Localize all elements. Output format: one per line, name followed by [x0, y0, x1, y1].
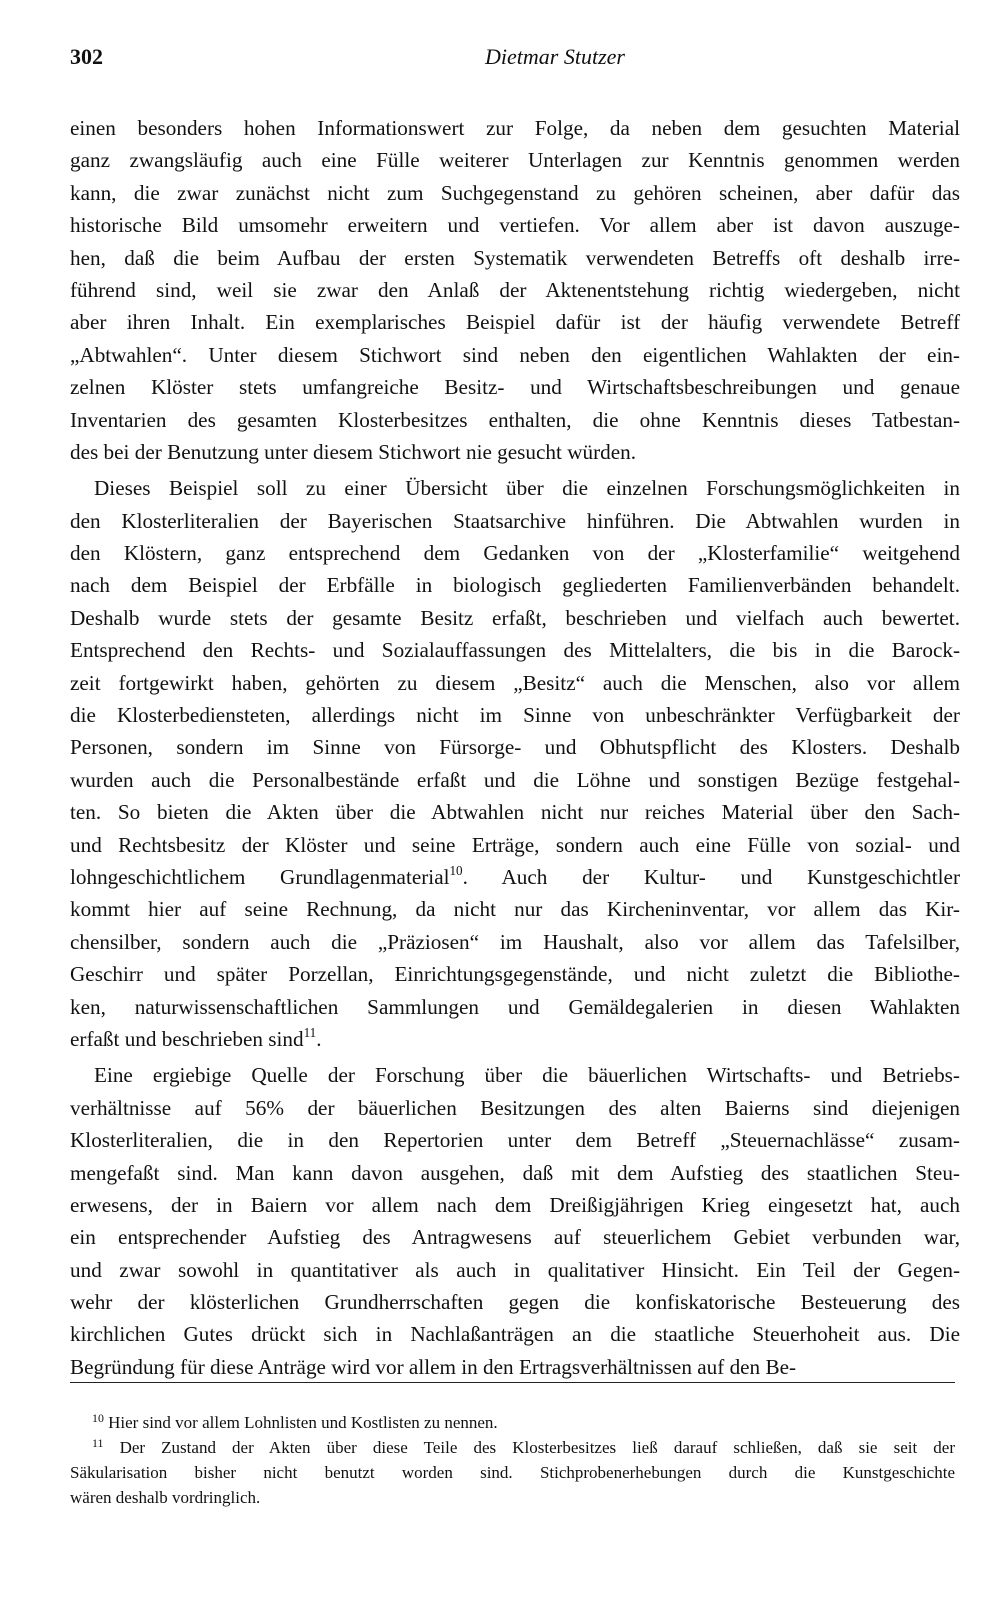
page-number: 302 [70, 44, 103, 69]
text-line: Personen, sondern im Sinne von Fürsorge- und Obhutspflicht des Klosters. Deshalb [70, 735, 960, 760]
paragraph [70, 112, 960, 468]
text-line: den Klosterliteralien der Bayerischen Staatsarchive hinführen. Die Abtwahlen wurden in [70, 508, 960, 533]
paragraph [70, 472, 960, 1055]
text-line: Dieses Beispiel soll zu einer Übersicht über die einzelnen Forschungsmöglichkeiten in [94, 476, 960, 501]
running-title: Dietmar Stutzer [485, 44, 625, 69]
text-line: führend sind, weil sie zwar den Anlaß der Aktenentstehung richtig wiedergeben, nicht [70, 277, 960, 302]
text-line: einen besonders hohen Informationswert zur Folge, da neben dem gesuchten Material [70, 116, 960, 140]
text-line: und Rechtsbesitz der Klöster und seine Erträge, sondern auch eine Fülle von sozial- und [70, 832, 960, 857]
footnote-rule [70, 1382, 955, 1383]
footnote-line [70, 1435, 955, 1460]
text-line: Eine ergiebige Quelle der Forschung über die bäuerlichen Wirtschafts- und Betriebs- [94, 1063, 960, 1088]
text-line: aber ihren Inhalt. Ein exemplarisches Beispiel dafür ist der häufig verwendete Betreff [70, 310, 960, 335]
text-line: erwesens, der in Baiern vor allem nach dem Dreißigjährigen Krieg eingesetzt hat, auch [70, 1192, 960, 1217]
text-line: und zwar sowohl in quantitativer als auch in qualitativer Hinsicht. Ein Teil der Gegen- [70, 1257, 960, 1282]
footnote-text: Der Zustand der Akten über diese Teile des Klosterbesitzes ließ darauf schließen, daß sie seit der [119, 1438, 956, 1457]
text-line: nach dem Beispiel der Erbfälle in biologisch gegliederten Familienverbänden behandelt. [70, 573, 960, 598]
text-line: ganz zwangsläufig auch eine Fülle weiterer Unterlagen zur Kenntnis genommen werden [70, 148, 960, 173]
paragraph [70, 1059, 960, 1383]
text-line: des bei der Benutzung unter diesem Stichwort nie gesucht würden. [70, 439, 637, 464]
footnote [70, 1435, 955, 1510]
footnote-text: wären deshalb vordringlich. [70, 1488, 261, 1507]
text-line: verhältnisse auf 56% der bäuerlichen Besitzungen des alten Baierns sind diejenigen [70, 1095, 960, 1120]
text-line: die Klosterbediensteten, allerdings nicht im Sinne von unbeschränkter Verfügbarkeit der [70, 703, 960, 728]
text-line: historische Bild umsomehr erweitern und vertiefen. Vor allem aber ist davon auszuge- [70, 213, 960, 238]
footnotes [70, 1410, 955, 1510]
footnote [70, 1410, 955, 1435]
text-line: wurden auch die Personalbestände erfaßt und die Löhne und sonstigen Bezüge festgehal- [70, 767, 960, 792]
footnote-mark: 10 [92, 1411, 104, 1426]
text-line: mengefaßt sind. Man kann davon ausgehen, daß mit dem Aufstieg des staatlichen Steu- [70, 1160, 960, 1185]
text-line: den Klöstern, ganz entsprechend dem Gedanken von der „Klosterfamilie“ weitgehend [70, 541, 960, 566]
footnote-mark: 11 [92, 1436, 104, 1451]
running-head [70, 44, 960, 74]
footnote-line [70, 1460, 955, 1485]
text-line: Inventarien des gesamten Klosterbesitzes enthalten, die ohne Kenntnis dieses Tatbestan- [70, 407, 960, 432]
text-line: ten. So bieten die Akten über die Abtwahlen nicht nur reiches Material über den Sach- [70, 800, 960, 825]
text-line: ein entsprechender Aufstieg des Antragwesens auf steuerlichem Gebiet verbunden war, [70, 1225, 960, 1250]
text-line: ken, naturwissenschaftlichen Sammlungen und Gemäldegalerien in diesen Wahlakten [70, 994, 960, 1019]
text-line: Entsprechend den Rechts- und Sozialauffassungen des Mittelalters, die bis in die Barock- [70, 638, 960, 663]
text-line: Geschirr und später Porzellan, Einrichtungsgegenstände, und nicht zuletzt die Bibliothe- [70, 962, 960, 987]
text-line: kirchlichen Gutes drückt sich in Nachlaßanträgen an die staatliche Steuerhoheit aus. Die [70, 1322, 960, 1347]
text-line: Deshalb wurde stets der gesamte Besitz erfaßt, beschrieben und vielfach auch bewertet. [70, 605, 960, 630]
text-line: kommt hier auf seine Rechnung, da nicht nur das Kircheninventar, vor allem das Kir- [70, 897, 960, 922]
text-line: zelnen Klöster stets umfangreiche Besitz- und Wirtschaftsbeschreibungen und genaue [70, 375, 960, 400]
text-line: „Abtwahlen“. Unter diesem Stichwort sind neben den eigentlichen Wahlakten der ein- [70, 342, 960, 367]
text-line: Begründung für diese Anträge wird vor allem in den Ertragsverhältnissen auf den Be- [70, 1354, 797, 1379]
text-line: wehr der klösterlichen Grundherrschaften gegen die konfiskatorische Besteuerung des [70, 1290, 960, 1315]
footnote-line [70, 1485, 955, 1510]
text-line: chensilber, sondern auch die „Präziosen“ im Haushalt, also vor allem das Tafelsilber, [70, 929, 960, 954]
text-line: Klosterliteralien, die in den Repertorien unter dem Betreff „Steuernachlässe“ zusam- [70, 1128, 960, 1153]
footnote-line [70, 1410, 955, 1435]
text-line: erfaßt und beschrieben sind$^{11}$. [70, 1024, 322, 1051]
text-line: kann, die zwar zunächst nicht zum Suchgegenstand zu gehören scheinen, aber dafür das [70, 180, 960, 205]
main-text [70, 112, 960, 1383]
text-line: zeit fortgewirkt haben, gehörten zu diesem „Besitz“ auch die Menschen, also vor allem [70, 670, 960, 695]
text-line: lohngeschichtlichem Grundlagenmaterial$^{10}$. Auch der Kultur- und Kunstgeschichtler [70, 862, 960, 889]
footnote-text: Hier sind vor allem Lohnlisten und Kostlisten zu nennen. [108, 1413, 498, 1432]
footnote-text: Säkularisation bisher nicht benutzt worden sind. Stichprobenerhebungen durch die Kunstgeschichte [70, 1463, 955, 1482]
text-line: hen, daß die beim Aufbau der ersten Systematik verwendeten Betreffs oft deshalb irre- [70, 245, 960, 270]
